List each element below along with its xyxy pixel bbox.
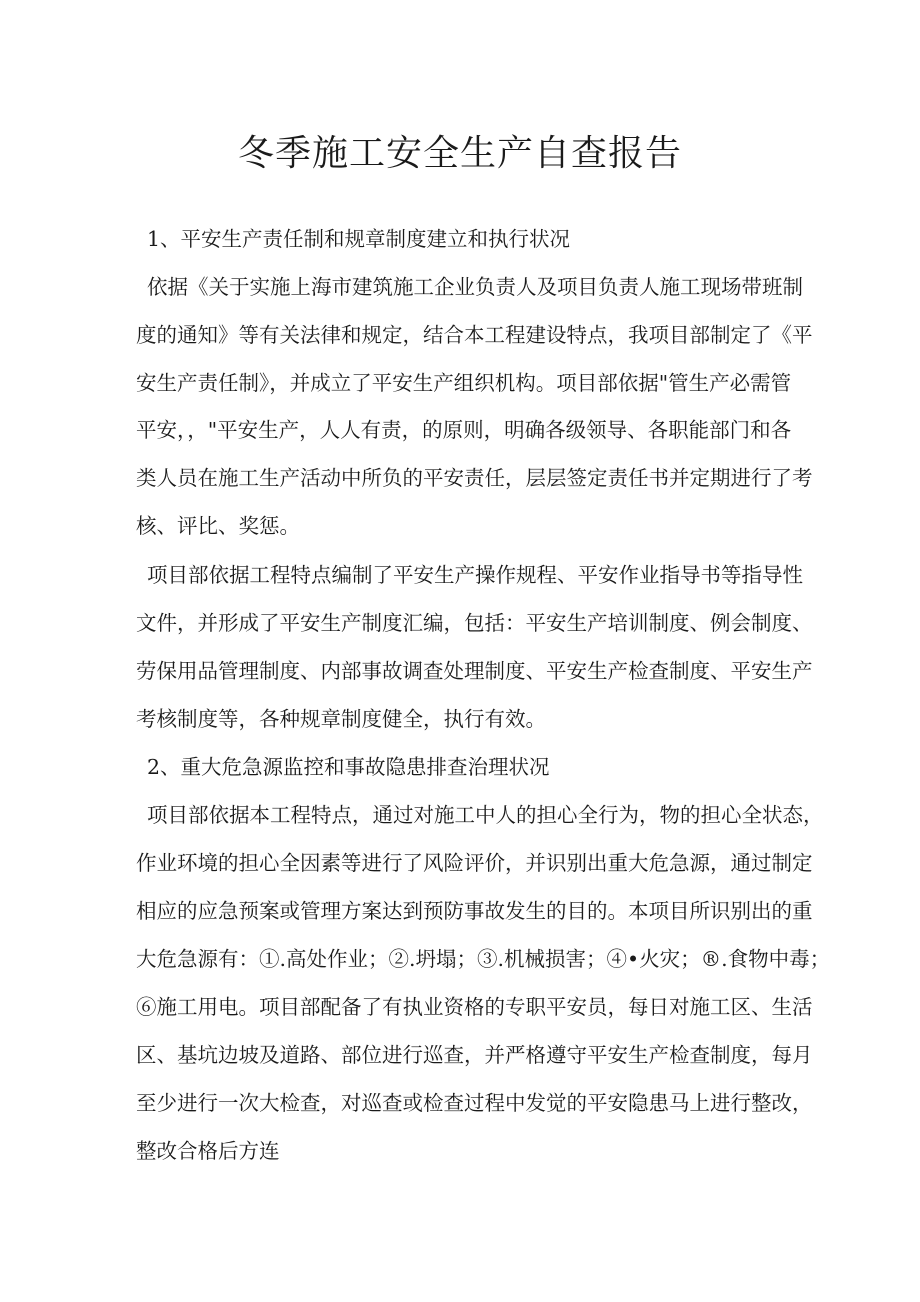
paragraph-line: 区、基坑边坡及道路、部位进行巡查，并严格遵守平安生产检查制度，每月 [136, 1043, 813, 1067]
section-heading-1: 1、平安生产责任制和规章制度建立和执行状况 [147, 227, 571, 251]
paragraph-line: 考核制度等，各种规章制度健全，执行有效。 [136, 707, 546, 731]
paragraph-line: 项目部依据本工程特点，通过对施工中人的担心全行为，物的担心全状态， [147, 803, 824, 827]
paragraph-line: 依据《关于实施上海市建筑施工企业负责人及项目负责人施工现场带班制 [147, 275, 803, 299]
paragraph-line: 核、评比、奖惩。 [136, 514, 300, 538]
paragraph-line: 项目部依据工程特点编制了平安生产操作规程、平安作业指导书等指导性 [147, 563, 803, 587]
document-title: 冬季施工安全生产自查报告 [237, 133, 682, 174]
paragraph-line: 整改合格后方连 [136, 1139, 280, 1163]
paragraph-line: 文件，并形成了平安生产制度汇编，包括：平安生产培训制度、例会制度、 [136, 611, 813, 635]
paragraph-line: 安生产责任制》，并成立了平安生产组织机构。项目部依据"管生产必需管 [136, 371, 792, 395]
paragraph-line: 至少进行一次大检查，对巡查或检查过程中发觉的平安隐患马上进行整改， [136, 1091, 813, 1115]
paragraph-line: ⑥施工用电。项目部配备了有执业资格的专职平安员，每日对施工区、生活 [136, 995, 813, 1019]
paragraph-line: 劳保用品管理制度、内部事故调查处理制度、平安生产检查制度、平安生产 [136, 659, 813, 683]
paragraph-line: 大危急源有：①.高处作业；②.坍塌；③.机械损害；④•火灾；®.食物中毒； [136, 947, 831, 971]
paragraph-line: 作业环境的担心全因素等进行了风险评价，并识别出重大危急源，通过制定 [136, 851, 813, 875]
paragraph-line: 相应的应急预案或管理方案达到预防事故发生的目的。本项目所识别出的重 [136, 899, 813, 923]
paragraph-line: 平安，，"平安生产，人人有责，的原则，明确各级领导、各职能部门和各 [136, 418, 792, 442]
section-heading-2: 2、重大危急源监控和事故隐患排查治理状况 [147, 755, 550, 779]
paragraph-line: 类人员在施工生产活动中所负的平安责任，层层签定责任书并定期进行了考 [136, 466, 813, 490]
paragraph-line: 度的通知》等有关法律和规定，结合本工程建设特点，我项目部制定了《平 [136, 323, 813, 347]
